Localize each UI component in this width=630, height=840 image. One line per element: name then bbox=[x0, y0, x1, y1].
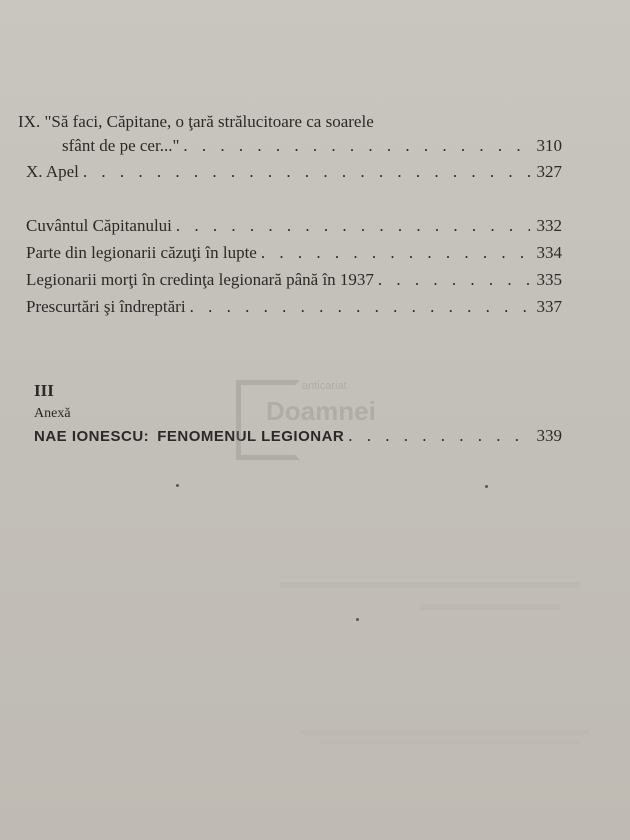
toc-entry-label: Legionarii morţi în credinţa legionară până în 1937 bbox=[26, 270, 374, 289]
toc-entry-legionarii bbox=[26, 270, 562, 290]
toc-entry-label: X. Apel bbox=[26, 162, 79, 181]
bleed-through-line bbox=[280, 582, 580, 588]
annex-title: FENOMENUL LEGIONAR bbox=[157, 428, 345, 445]
dot-leader bbox=[348, 426, 530, 446]
paper-speck bbox=[356, 618, 359, 621]
dot-leader bbox=[176, 216, 530, 236]
toc-page-number: 334 bbox=[536, 243, 562, 262]
watermark-frame-icon bbox=[236, 380, 300, 460]
toc-page-number: 310 bbox=[536, 136, 562, 155]
toc-entry-x bbox=[26, 162, 562, 182]
toc-entry-label: Parte din legionarii căzuţi în lupte bbox=[26, 243, 257, 262]
toc-page-number: 339 bbox=[536, 426, 562, 445]
dot-leader bbox=[83, 162, 530, 182]
toc-entry-annex bbox=[34, 426, 562, 447]
toc-entry-label: sfânt de pe cer..." bbox=[62, 136, 180, 155]
bleed-through-line bbox=[300, 730, 590, 735]
annex-numeral: III bbox=[34, 381, 54, 400]
bleed-through-line bbox=[320, 740, 580, 744]
toc-entry-prescurtari bbox=[26, 297, 562, 317]
toc-entry-label: Prescurtări şi îndreptări bbox=[26, 297, 186, 316]
annex-heading: Anexă bbox=[34, 406, 71, 421]
toc-entry-label: Cuvântul Căpitanului bbox=[26, 216, 172, 235]
annex-author: NAE IONESCU: bbox=[34, 428, 150, 445]
toc-page-number: 327 bbox=[536, 162, 562, 181]
watermark-big-text: Doamnei bbox=[266, 396, 376, 426]
paper-speck bbox=[485, 485, 488, 488]
toc-entry-cuvantul bbox=[26, 216, 562, 236]
toc-entry-ix-line2 bbox=[62, 136, 562, 156]
dot-leader bbox=[190, 297, 530, 317]
watermark-small-text: anticariat bbox=[302, 380, 347, 392]
toc-entry-ix-line1: IX. "Să faci, Căpitane, o ţară strălucitoare ca soarele bbox=[18, 112, 374, 131]
dot-leader bbox=[378, 270, 530, 290]
toc-page-number: 332 bbox=[536, 216, 562, 235]
watermark-logo bbox=[236, 374, 406, 464]
toc-entry-parte bbox=[26, 243, 562, 263]
paper-speck bbox=[176, 484, 179, 487]
dot-leader bbox=[261, 243, 530, 263]
toc-page-number: 337 bbox=[536, 297, 562, 316]
toc-page-number: 335 bbox=[536, 270, 562, 289]
dot-leader bbox=[183, 136, 530, 156]
bleed-through-line bbox=[420, 604, 560, 610]
